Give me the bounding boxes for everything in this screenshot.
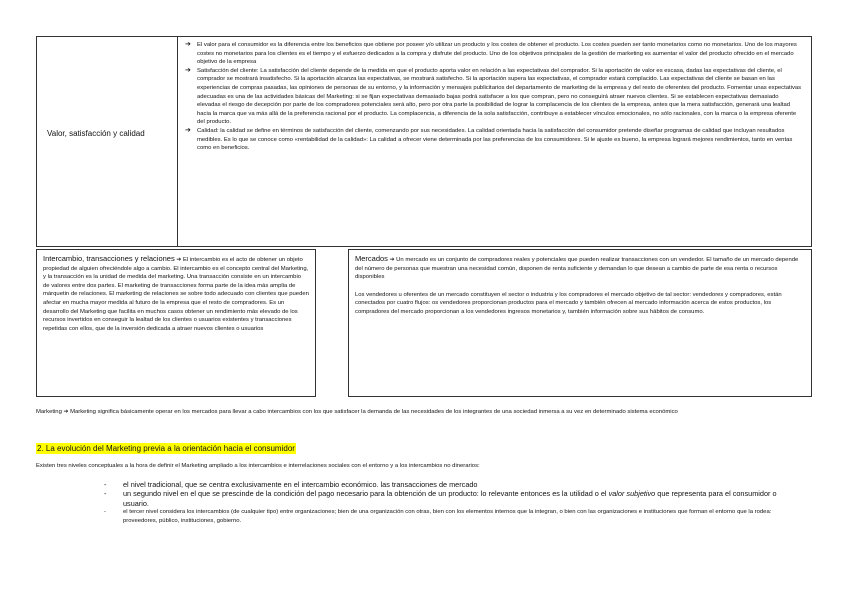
divider bbox=[177, 37, 178, 246]
exchange-box bbox=[36, 249, 316, 397]
bullet-value bbox=[185, 41, 803, 67]
marketing-text: Marketing significa básicamente operar en los mercados para llevar a cabo intercambios con los que satisfacer la demanda de las necesidades de los integrantes de una sociedad inmersa a su vez en determinado sistema económico bbox=[70, 409, 678, 415]
bullet-text: Calidad: la calidad se define en términos de satisfacción del cliente, comenzando por sus necesidades. La calidad orientada hacia la satisfacción del consumidor pretende diseñar programas de calidad que incluyan resultados medibles. Es lo que se conoce como «rentabilidad de la calidad»: La calidad a ofrecer viene determinada por las preferencias de los consumidores. Si le ajuste es bueno, la empresa logrará mejores rendimientos, tanto en ventas como en beneficios. bbox=[197, 127, 793, 152]
level-text: el tercer nivel considera los intercambios (de cualquier tipo) entre organizaciones; bien de una organización con otras, bien con los elementos internos que la integran, o bien con las organizaciones e instituciones que forman el entorno que la rodea: proveedores, público, instituciones, gobierno. bbox=[123, 509, 772, 524]
level-text-b: que representa para el consumidor o usuario. bbox=[123, 489, 777, 508]
arrow-icon: ➔ bbox=[389, 257, 395, 263]
level-text bbox=[123, 489, 804, 508]
exchange-heading: Intercambio, transacciones y relaciones bbox=[43, 254, 175, 263]
dash: - bbox=[104, 489, 107, 499]
arrow-icon: ➔ bbox=[185, 126, 191, 134]
dash: - bbox=[104, 480, 107, 489]
dash: - bbox=[104, 509, 106, 516]
markets-para-1 bbox=[355, 255, 805, 282]
marketing-definition bbox=[36, 408, 812, 417]
markets-heading: Mercados bbox=[355, 254, 388, 263]
marketing-term: Marketing bbox=[36, 409, 62, 415]
bullet-text: Satisfacción del cliente: La satisfacción del cliente depende de la medida en que el producto aporta valor en relación a las expectativas del comprador. Si la aportación de valor es escasa, dadas las expectativas del cliente, el comprador se mostrará insatisfecho. Si la aportación alcanza las expectativas, se mostrará satisfecho. Si la aportación supera las expectativas, el comprador estará complacido. Las expectativas del cliente se basan en las experiencias de compras pasadas, las opiniones de personas de su entorno, y la información y mensajes publicitarios del departamento de marketing de la empresa y del resto de oferentes del producto. Fomentar unas expectativas adecuadas es una de las actividades básicas del Marketing: si se fijan expectativas demasiado bajas podrá satisfacer a los que compran, pero no conseguirá atraer nuevos clientes. Si se establecen expectativas demasiado elevadas el riesgo de decepción por parte de los compradores potenciales será alto, pero por otra parte la posibilidad de lograr la complacencia de los clientes de la empresa, antes que la mera satisfacción, generará una lealtad hacia la marca que va más allá de la preferencia racional por el producto. La complacencia, a diferencia de la sola satisfacción, contribuye a establecer vínculos emocionales, no sólo racionales, con la marca o la empresa oferente del producto. bbox=[197, 67, 802, 126]
arrow-icon: ➔ bbox=[185, 41, 191, 48]
markets-box bbox=[348, 249, 812, 397]
bullet-satisfaction bbox=[185, 67, 803, 127]
levels-list bbox=[104, 480, 804, 525]
list-item bbox=[104, 480, 804, 489]
bullet-list bbox=[185, 41, 803, 153]
arrow-icon: ➔ bbox=[176, 257, 182, 263]
bullet-quality bbox=[185, 127, 803, 153]
level-text: el nivel tradicional, que se centra exclusivamente en el intercambio económico. las transacciones de mercado bbox=[123, 480, 478, 489]
bullet-text: El valor para el consumidor es la diferencia entre los beneficios que obtiene por poseer y/o utilizar un producto y los costes de obtener el producto. Los costes pueden ser tanto monetarios como no monetarios. Uno de los mayores costes no monetarios para los clientes es el tiempo y el esfuerzo dedicados a la compra y disfrute del producto. Uno de los objetivos principales de la gestión de marketing es aumentar el valor del producto ofrecido en el mercado objetivo de la empresa bbox=[197, 42, 797, 66]
box-label: Valor, satisfacción y calidad bbox=[47, 129, 145, 138]
section-title: 2. La evolución del Marketing previa a la orientación hacia el consumidor bbox=[37, 444, 295, 453]
markets-text-1: Un mercado es un conjunto de compradores reales y potenciales que pueden realizar transacciones con un vendedor. El tamaño de un mercado depende del número de personas que muestran una necesidad común, disponen de renta suficiente y demandan lo que desean a cambio de parte de esa renta o recursos disponibles bbox=[355, 257, 799, 281]
arrow-icon: ➔ bbox=[63, 409, 69, 415]
section-intro: Existen tres niveles conceptuales a la hora de definir el Marketing ampliado a los intercambios e interrelaciones sociales con el entorno y a los intercambios no dinerarios: bbox=[36, 463, 480, 469]
list-item bbox=[104, 489, 804, 508]
list-item bbox=[104, 508, 804, 525]
value-satisfaction-quality-box bbox=[36, 36, 812, 247]
exchange-body: El intercambio es el acto de obtener un objeto propiedad de alguien ofreciéndole algo a cambio. El intercambio es el concepto central del Marketing, y la transacción es la unidad de medida del marketing. Una transacción consiste en un intercambio de valores entre dos partes. El marketing de transacciones forma parte de la idea más amplia de márquetin de relaciones. El marketing de relaciones se sobre todo adecuado con clientes que pueden afectar en mucha mayor medida al futuro de la empresa que el resto de compradores. Es un desarrollo del Marketing que facilita en muchos casos obtener un rendimiento más elevado de los recursos invertidos en conseguir la lealtad de los clientes o usuarios existentes y transacciones repetidas con ellos, que de la inversión dedicada a atraer nuevos clientes o usuarios bbox=[43, 257, 309, 332]
level-text-emphasis: valor subjetivo bbox=[608, 489, 656, 499]
markets-para-2: Los vendedores u oferentes de un mercado constituyen el sector o industria y los compradores el mercado objetivo de tal sector: vendedores y compradores, están conectados por cuatro flujos: os vendedores proporcionan productos para el mercado y también ofrecen al mercado información acerca de estos productos, los compradores del mercado proporcionan a los vendedores ingresos monetarios y, también información sobre sus hábitos de consumo. bbox=[355, 291, 782, 315]
arrow-icon: ➔ bbox=[185, 66, 191, 74]
level-text-a: un segundo nivel en el que se prescinde de la condición del pago necesario para la obtención de un producto: lo relevante entonces es la utilidad o el bbox=[123, 489, 609, 499]
